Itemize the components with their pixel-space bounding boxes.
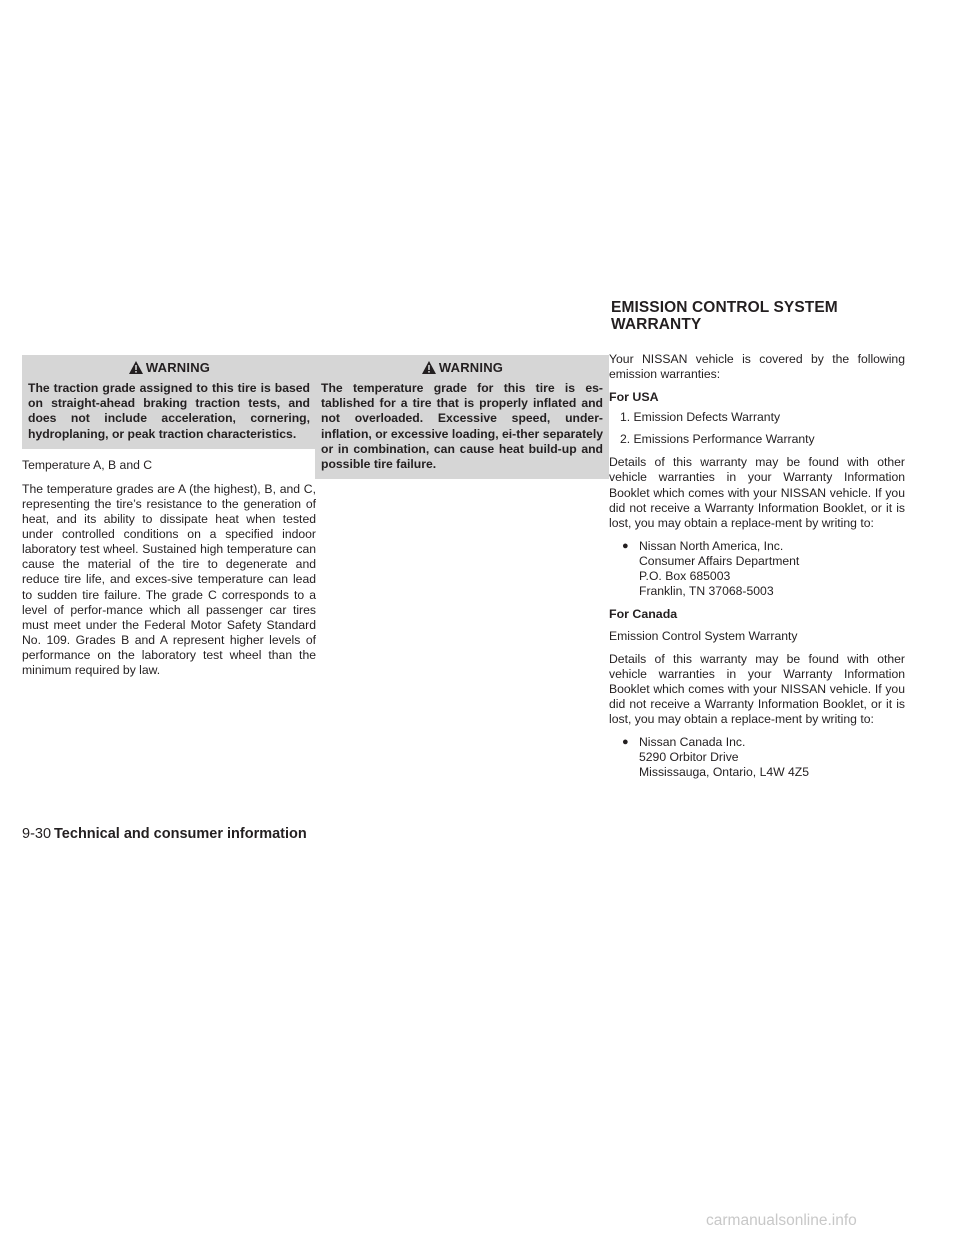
warning-title: WARNING bbox=[28, 358, 310, 381]
temperature-paragraph: The temperature grades are A (the highest), B, and C, representing the tire’s resistance to the generation of heat, and its ability to dissipate heat when tested under controlled conditions on a specified indoor laboratory test wheel. Sustained high temperature can cause the material of the tire to degenerate and reduce tire life, and exces-sive temperature can lead to sudden tire failure. The grade C corresponds to a level of perfor-mance which all passenger car tires must meet under the Federal Motor Safety Standard No. 109. Grades B and A represent higher levels of performance on the laboratory test wheel than the minimum required by law. bbox=[22, 481, 316, 678]
column-2 bbox=[315, 355, 609, 479]
canada-warranty: Emission Control System Warranty bbox=[609, 628, 798, 643]
warning-triangle-icon bbox=[128, 360, 144, 375]
bullet-icon: ● bbox=[622, 736, 629, 749]
warning-box-traction bbox=[22, 355, 316, 449]
usa-warranty-item: 1. Emission Defects Warranty bbox=[620, 410, 781, 425]
column-1 bbox=[22, 355, 316, 678]
usa-heading: For USA bbox=[609, 390, 659, 405]
bullet-icon: ● bbox=[622, 539, 629, 552]
section-title: EMISSION CONTROL SYSTEM WARRANTY bbox=[611, 299, 838, 333]
column-3 bbox=[609, 352, 905, 780]
usa-details: Details of this warranty may be found with other vehicle warranties in your Warranty Information Booklet which comes with your NISSAN vehicle. If you did not receive a Warranty Information Booklet, or it is lost, you may obtain a replace-ment by writing to: bbox=[609, 455, 905, 530]
warning-title: WARNING bbox=[321, 358, 603, 381]
temperature-subheading: Temperature A, B and C bbox=[22, 457, 153, 472]
warning-box-temperature bbox=[315, 355, 609, 479]
usa-address: ● Nissan North America, Inc. Consumer Affairs Department P.O. Box 685003 Franklin, TN 37068-5003 bbox=[622, 538, 800, 598]
warning-text: The temperature grade for this tire is es-tablished for a tire that is properly inflated and not overloaded. Excessive speed, under-inflation, or excessive loading, ei-ther separately or in combination, can cause heat build-up and possible tire failure. bbox=[321, 381, 603, 472]
chapter-title: Technical and consumer information bbox=[54, 826, 307, 842]
warning-triangle-icon bbox=[421, 360, 437, 375]
page-number: 9-30 bbox=[22, 826, 52, 842]
warning-text: The traction grade assigned to this tire is based on straight-ahead braking traction tests, and does not include acceleration, cornering, hydroplaning, or peak traction characteristics. bbox=[28, 381, 310, 441]
canada-address: ● Nissan Canada Inc. 5290 Orbitor Drive Mississauga, Ontario, L4W 4Z5 bbox=[622, 735, 810, 780]
watermark: carmanualsonline.info bbox=[706, 1212, 857, 1229]
page-footer bbox=[22, 826, 307, 842]
canada-details: Details of this warranty may be found with other vehicle warranties in your Warranty Information Booklet which comes with your NISSAN vehicle. If you did not receive a Warranty Information Booklet, or it is lost, you may obtain a replace-ment by writing to: bbox=[609, 651, 905, 727]
canada-heading: For Canada bbox=[609, 606, 678, 621]
intro-paragraph: Your NISSAN vehicle is covered by the following emission warranties: bbox=[609, 352, 905, 382]
usa-warranty-item: 2. Emissions Performance Warranty bbox=[620, 432, 815, 447]
